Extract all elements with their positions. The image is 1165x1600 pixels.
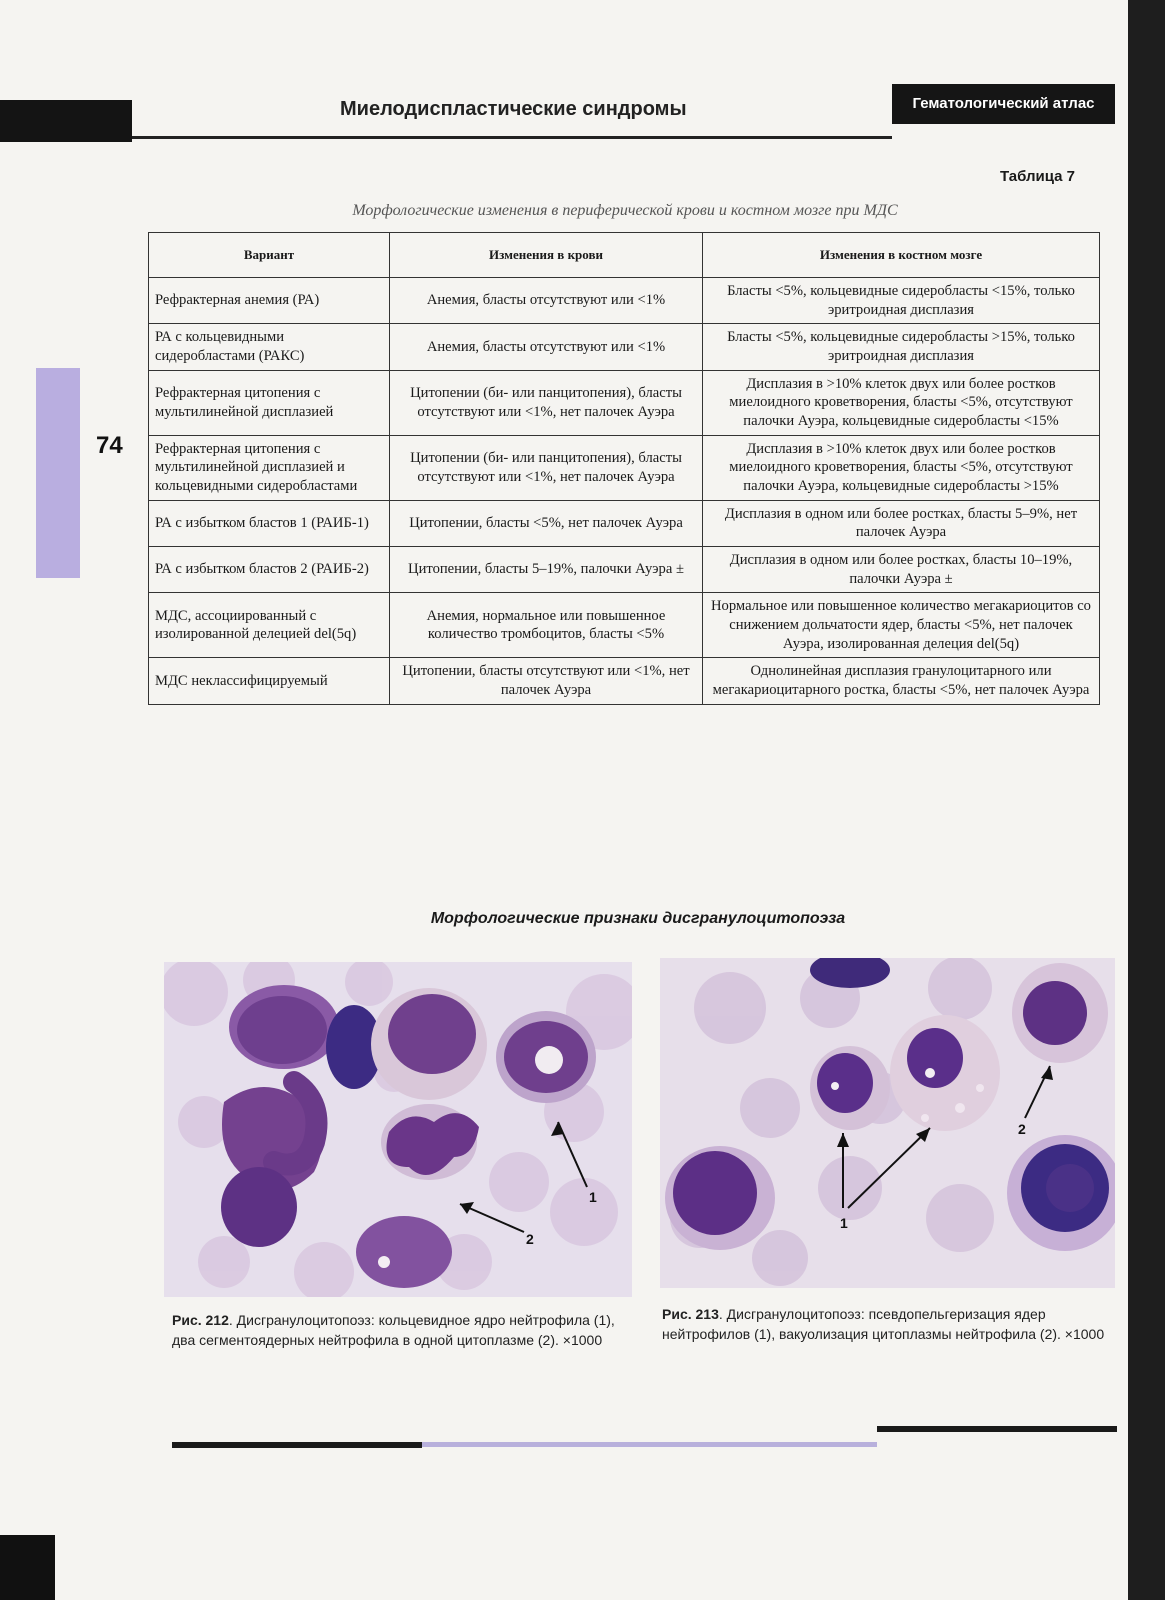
side-color-tab bbox=[36, 368, 80, 578]
figure-number: Рис. 212 bbox=[172, 1312, 229, 1328]
marker-1: 1 bbox=[589, 1189, 597, 1205]
figure-caption-213 bbox=[662, 1304, 1112, 1345]
table-cell: МДС неклассифицируемый bbox=[149, 658, 390, 704]
table-row bbox=[149, 500, 1100, 546]
marker-2: 2 bbox=[1018, 1121, 1026, 1137]
mds-table bbox=[148, 232, 1100, 705]
table-cell: МДС, ассоциированный с изолированной делецией del(5q) bbox=[149, 593, 390, 658]
table-header-row bbox=[149, 233, 1100, 278]
table-cell: РА с избытком бластов 2 (РАИБ-2) bbox=[149, 547, 390, 593]
table-cell: Дисплазия в >10% клеток двух или более ростков миелоидного кроветворения, бласты <5%, отсутствуют палочки Ауэра, кольцевидные сидеробласты <15% bbox=[703, 370, 1100, 435]
table-cell: Рефрактерная анемия (РА) bbox=[149, 278, 390, 324]
micrograph-213 bbox=[660, 958, 1115, 1288]
header-rule bbox=[132, 136, 892, 139]
table-row bbox=[149, 547, 1100, 593]
micrograph-212 bbox=[164, 962, 632, 1297]
table-label: Таблица 7 bbox=[1000, 168, 1076, 185]
table-cell: Дисплазия в одном или более ростках, бласты 10–19%, палочки Ауэра ± bbox=[703, 547, 1100, 593]
atlas-badge: Гематологический атлас bbox=[892, 84, 1115, 124]
figure-number: Рис. 213 bbox=[662, 1306, 719, 1322]
table-row bbox=[149, 658, 1100, 704]
table-cell: Рефрактерная цитопения с мультилинейной дисплазией bbox=[149, 370, 390, 435]
table-cell: РА с избытком бластов 1 (РАИБ-1) bbox=[149, 500, 390, 546]
table-cell: Анемия, бласты отсутствуют или <1% bbox=[390, 278, 703, 324]
column-header: Изменения в костном мозге bbox=[703, 233, 1100, 278]
table-cell: Цитопении, бласты отсутствуют или <1%, нет палочек Ауэра bbox=[390, 658, 703, 704]
page-number: 74 bbox=[96, 432, 123, 459]
table-cell: Дисплазия в >10% клеток двух или более ростков миелоидного кроветворения, бласты <5%, отсутствуют палочки Ауэра, кольцевидные сидеробласты >15% bbox=[703, 435, 1100, 500]
figure-text: . Дисгранулоцитопоэз: кольцевидное ядро нейтрофила (1), два сегментоядерных нейтрофила в одной цитоплазме (2). ×1000 bbox=[172, 1312, 615, 1349]
table-cell: Цитопении (би- или панцитопения), бласты отсутствуют или <1%, нет палочек Ауэра bbox=[390, 370, 703, 435]
table-cell: Рефрактерная цитопения с мультилинейной дисплазией и кольцевидными сидеробластами bbox=[149, 435, 390, 500]
footer-rule bbox=[172, 1442, 422, 1448]
running-header-title: Миелодиспластические синдромы bbox=[340, 98, 687, 120]
table-cell: Цитопении, бласты 5–19%, палочки Ауэра ± bbox=[390, 547, 703, 593]
table-cell: Анемия, нормальное или повышенное количество тромбоцитов, бласты <5% bbox=[390, 593, 703, 658]
table-row bbox=[149, 593, 1100, 658]
chapter-tab bbox=[0, 100, 132, 142]
table-cell: Цитопении, бласты <5%, нет палочек Ауэра bbox=[390, 500, 703, 546]
table-cell: Бласты <5%, кольцевидные сидеробласты <15%, только эритроидная дисплазия bbox=[703, 278, 1100, 324]
table-cell: Дисплазия в одном или более ростках, бласты 5–9%, нет палочек Ауэра bbox=[703, 500, 1100, 546]
footer-rule bbox=[422, 1442, 877, 1447]
table-row bbox=[149, 370, 1100, 435]
section-title: Морфологические признаки дисгранулоцитопоэза bbox=[430, 910, 846, 927]
table-row bbox=[149, 435, 1100, 500]
table-cell: Анемия, бласты отсутствуют или <1% bbox=[390, 324, 703, 370]
marker-2: 2 bbox=[526, 1231, 534, 1247]
table-caption: Морфологические изменения в периферической крови и костном мозге при МДС bbox=[352, 202, 898, 219]
table-row bbox=[149, 324, 1100, 370]
column-header: Изменения в крови bbox=[390, 233, 703, 278]
column-header: Вариант bbox=[149, 233, 390, 278]
marker-1: 1 bbox=[840, 1215, 848, 1231]
table-cell: Цитопении (би- или панцитопения), бласты отсутствуют или <1%, нет палочек Ауэра bbox=[390, 435, 703, 500]
figure-caption-212 bbox=[172, 1310, 634, 1351]
table-cell: РА с кольцевидными сидеробластами (РАКС) bbox=[149, 324, 390, 370]
table-cell: Бласты <5%, кольцевидные сидеробласты >15%, только эритроидная дисплазия bbox=[703, 324, 1100, 370]
table-cell: Нормальное или повышенное количество мегакариоцитов со снижением дольчатости ядер, бласты <5%, нет палочек Ауэра, изолированная делеция del(5q) bbox=[703, 593, 1100, 658]
table-row bbox=[149, 278, 1100, 324]
figure-text: . Дисгранулоцитопоэз: псевдопельгеризация ядер нейтрофилов (1), вакуолизация цитоплазмы нейтрофила (2). ×1000 bbox=[662, 1306, 1105, 1343]
scan-shadow bbox=[0, 1535, 55, 1600]
footer-rule bbox=[877, 1426, 1117, 1432]
table-cell: Однолинейная дисплазия гранулоцитарного или мегакариоцитарного ростка, бласты <5%, нет палочек Ауэра bbox=[703, 658, 1100, 704]
